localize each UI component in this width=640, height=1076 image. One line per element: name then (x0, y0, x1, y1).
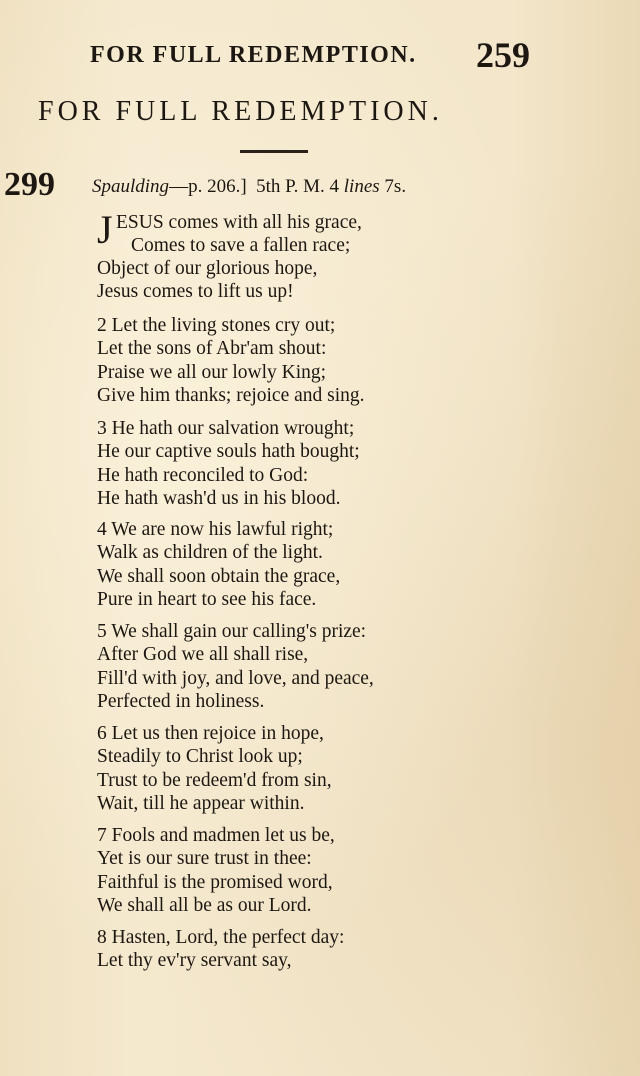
section-divider (240, 150, 308, 153)
stanza-line: Faithful is the promised word, (97, 871, 333, 893)
hymn-meter-prefix: 5th P. M. 4 (256, 176, 340, 197)
stanza-line: We shall soon obtain the grace, (97, 565, 341, 587)
stanza-1-rest (97, 257, 317, 304)
hymn-tune: Spaulding (92, 176, 170, 197)
stanza-2 (97, 314, 365, 407)
hymn-meter-lines: lines (343, 176, 380, 197)
stanza-line: He hath reconciled to God: (97, 464, 309, 486)
stanza-7 (97, 824, 335, 917)
stanza-line: 7 Fools and madmen let us be, (97, 825, 335, 846)
stanza-line: Yet is our sure trust in thee: (97, 848, 312, 870)
stanza-line: He hath wash'd us in his blood. (97, 487, 341, 509)
hymn-page-ref: —p. 206.] (169, 176, 247, 197)
stanza-line: Give him thanks; rejoice and sing. (97, 384, 365, 406)
stanza-line: He our captive souls hath bought; (97, 441, 360, 463)
page-number: 259 (476, 35, 530, 75)
stanza-line: 4 We are now his lawful right; (97, 519, 334, 540)
stanza-line: 3 He hath our salvation wrought; (97, 418, 355, 439)
hymn-meta (92, 176, 406, 198)
stanza-1-line-3: Object of our glorious hope, (97, 258, 318, 279)
stanza-line: Pure in heart to see his face. (97, 588, 317, 610)
section-title: FOR FULL REDEMPTION. (38, 96, 443, 127)
stanza-line: Perfected in holiness. (97, 690, 265, 712)
stanza-line: 2 Let the living stones cry out; (97, 315, 336, 336)
stanza-line: 5 We shall gain our calling's prize: (97, 621, 367, 642)
stanza-line: 6 Let us then rejoice in hope, (97, 723, 324, 744)
stanza-line: 8 Hasten, Lord, the perfect day: (97, 927, 345, 948)
hymn-number: 299 (4, 166, 55, 203)
stanza-8 (97, 926, 344, 973)
running-head: FOR FULL REDEMPTION. (90, 42, 417, 68)
stanza-1-line-1: ESUS comes with all his grace, (116, 212, 362, 233)
hymn-meter-suffix: 7s. (384, 176, 407, 197)
stanza-3 (97, 417, 360, 510)
stanza-line: Let thy ev'ry servant say, (97, 950, 292, 972)
stanza-4 (97, 518, 340, 611)
stanza-line: Praise we all our lowly King; (97, 361, 327, 383)
stanza-1-line-2: Comes to save a fallen race; (131, 235, 351, 256)
stanza-5 (97, 620, 374, 713)
drop-cap: J (97, 207, 113, 252)
stanza-line: Walk as children of the light. (97, 542, 323, 564)
stanza-line: Trust to be redeem'd from sin, (97, 769, 332, 791)
stanza-line: Fill'd with joy, and love, and peace, (97, 667, 374, 689)
stanza-line: We shall all be as our Lord. (97, 894, 312, 916)
stanza-line: Let the sons of Abr'am shout: (97, 338, 327, 360)
stanza-line: Steadily to Christ look up; (97, 746, 303, 768)
stanza-line: Wait, till he appear within. (97, 792, 305, 814)
stanza-1-line-4: Jesus comes to lift us up! (97, 281, 294, 303)
stanza-6 (97, 722, 332, 815)
stanza-line: After God we all shall rise, (97, 644, 309, 666)
